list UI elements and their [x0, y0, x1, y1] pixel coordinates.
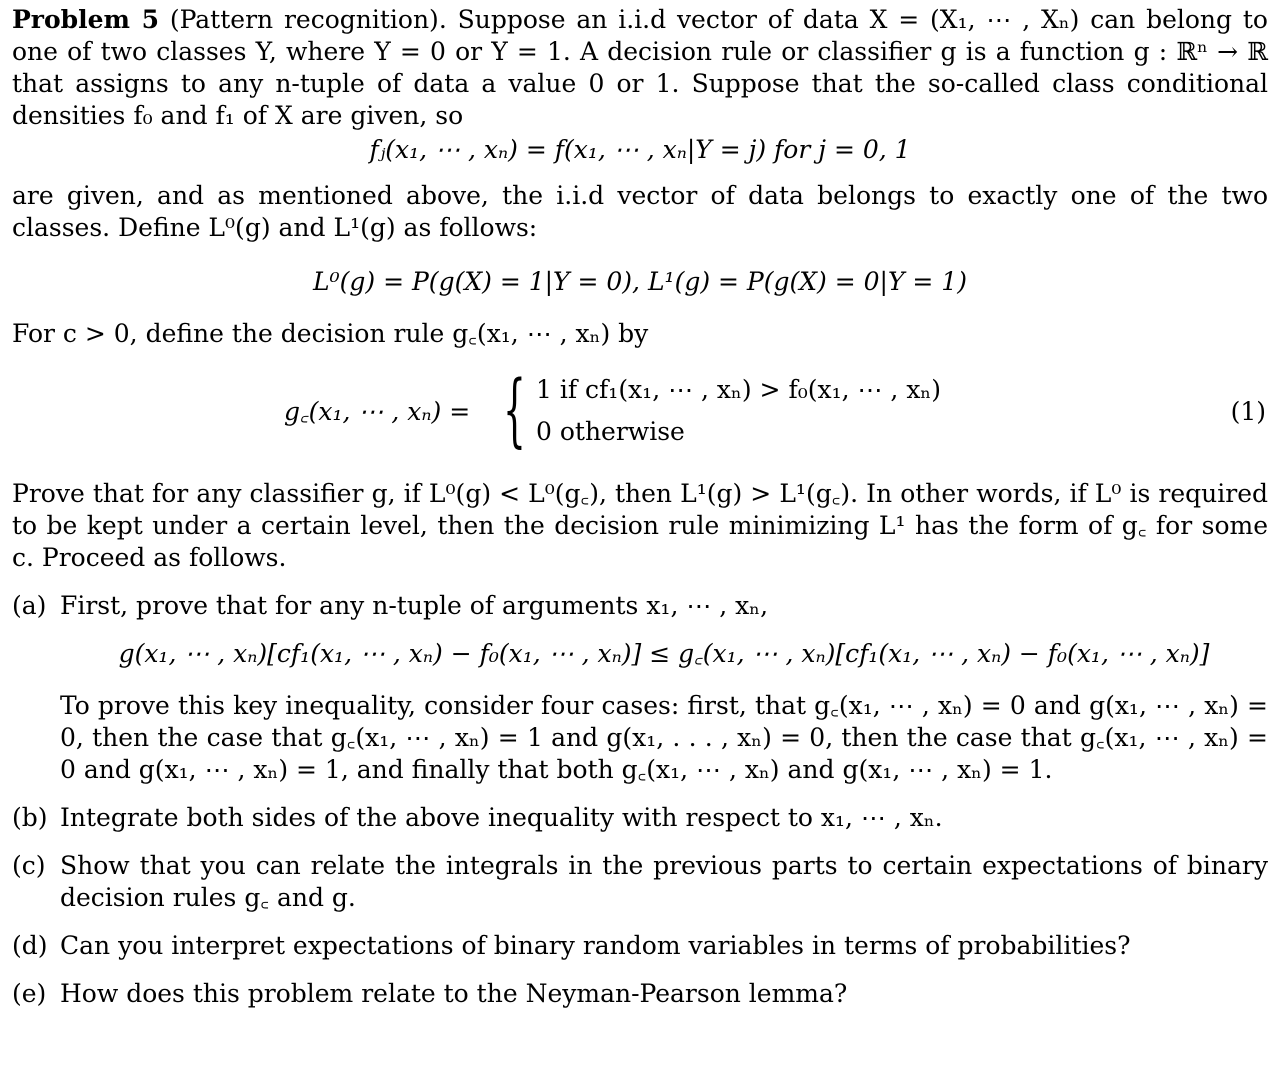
decision-rule-case-2: 0 otherwise: [536, 417, 685, 446]
equation-number: (1): [1230, 397, 1266, 426]
problem-intro-text: (Pattern recognition). Suppose an i.i.d vector of data X = (X₁, ⋯ , Xₙ) can belong to one of two classes Y, where Y = 0 or Y = 1. A decision rule or classifier g is a function g : ℝⁿ → ℝ that assigns to any n-tuple of data a value 0 or 1. Suppose that the so-called class conditional densities f₀ and f₁ of X are given, so: [12, 5, 1268, 130]
decision-rule-paragraph: For c > 0, define the decision rule g꜀(x₁, ⋯ , xₙ) by: [12, 319, 649, 348]
part-e-text: How does this problem relate to the Neyman-Pearson lemma?: [60, 979, 848, 1008]
part-a-label: (a): [12, 591, 47, 620]
key-inequality-equation: g(x₁, ⋯ , xₙ)[cf₁(x₁, ⋯ , xₙ) − f₀(x₁, ⋯ , xₙ)] ≤ g꜀(x₁, ⋯ , xₙ)[cf₁(x₁, ⋯ , xₙ) − f₀(x₁, ⋯ , xₙ)]: [118, 639, 1210, 668]
loss-definitions-equation: L⁰(g) = P(g(X) = 1|Y = 0), L¹(g) = P(g(X) = 0|Y = 1): [313, 267, 967, 296]
class-conditional-density-equation: fⱼ(x₁, ⋯ , xₙ) = f(x₁, ⋯ , xₙ|Y = j) for j = 0, 1: [369, 135, 911, 164]
prove-statement-paragraph: Prove that for any classifier g, if L⁰(g) < L⁰(g꜀), then L¹(g) > L¹(g꜀). In other words, if L⁰ is required to be kept under a certain level, then the decision rule minimizing L¹ has the form of g꜀ for some c. Proceed as follows.: [12, 479, 1268, 572]
part-a-followup: To prove this key inequality, consider four cases: first, that g꜀(x₁, ⋯ , xₙ) = 0 and g(x₁, ⋯ , xₙ) = 0, then the case that g꜀(x₁, ⋯ , xₙ) = 1 and g(x₁, . . . , xₙ) = 0, then the case that g꜀(x₁, ⋯ , xₙ) = 0 and g(x₁, ⋯ , xₙ) = 1, and finally that both g꜀(x₁, ⋯ , xₙ) and g(x₁, ⋯ , xₙ) = 1.: [60, 691, 1268, 784]
part-b: [12, 802, 1268, 834]
part-c-text: Show that you can relate the integrals in the previous parts to certain expectations of binary decision rules g꜀ and g.: [60, 851, 1268, 912]
problem-heading: Problem 5: [12, 5, 159, 34]
problem-document: [12, 4, 1268, 1010]
part-b-text: Integrate both sides of the above inequality with respect to x₁, ⋯ , xₙ.: [60, 803, 943, 832]
left-brace: {: [503, 363, 526, 456]
part-d-text: Can you interpret expectations of binary random variables in terms of probabilities?: [60, 931, 1131, 960]
part-a-text: First, prove that for any n-tuple of arguments x₁, ⋯ , xₙ,: [60, 591, 769, 620]
decision-rule-lhs: g꜀(x₁, ⋯ , xₙ) =: [284, 397, 471, 426]
part-d-label: (d): [12, 931, 48, 960]
decision-rule-equation: [12, 363, 1268, 456]
problem-intro: [12, 4, 1268, 132]
decision-rule-case-1: 1 if cf₁(x₁, ⋯ , xₙ) > f₀(x₁, ⋯ , xₙ): [536, 375, 941, 404]
part-e-label: (e): [12, 979, 47, 1008]
part-d: [12, 930, 1268, 962]
part-e: [12, 978, 1268, 1010]
loss-definition-paragraph: are given, and as mentioned above, the i.i.d vector of data belongs to exactly one of the two classes. Define L⁰(g) and L¹(g) as follows:: [12, 181, 1268, 242]
part-c: [12, 850, 1268, 914]
part-a: [12, 590, 1268, 786]
part-b-label: (b): [12, 803, 48, 832]
part-c-label: (c): [12, 851, 46, 880]
